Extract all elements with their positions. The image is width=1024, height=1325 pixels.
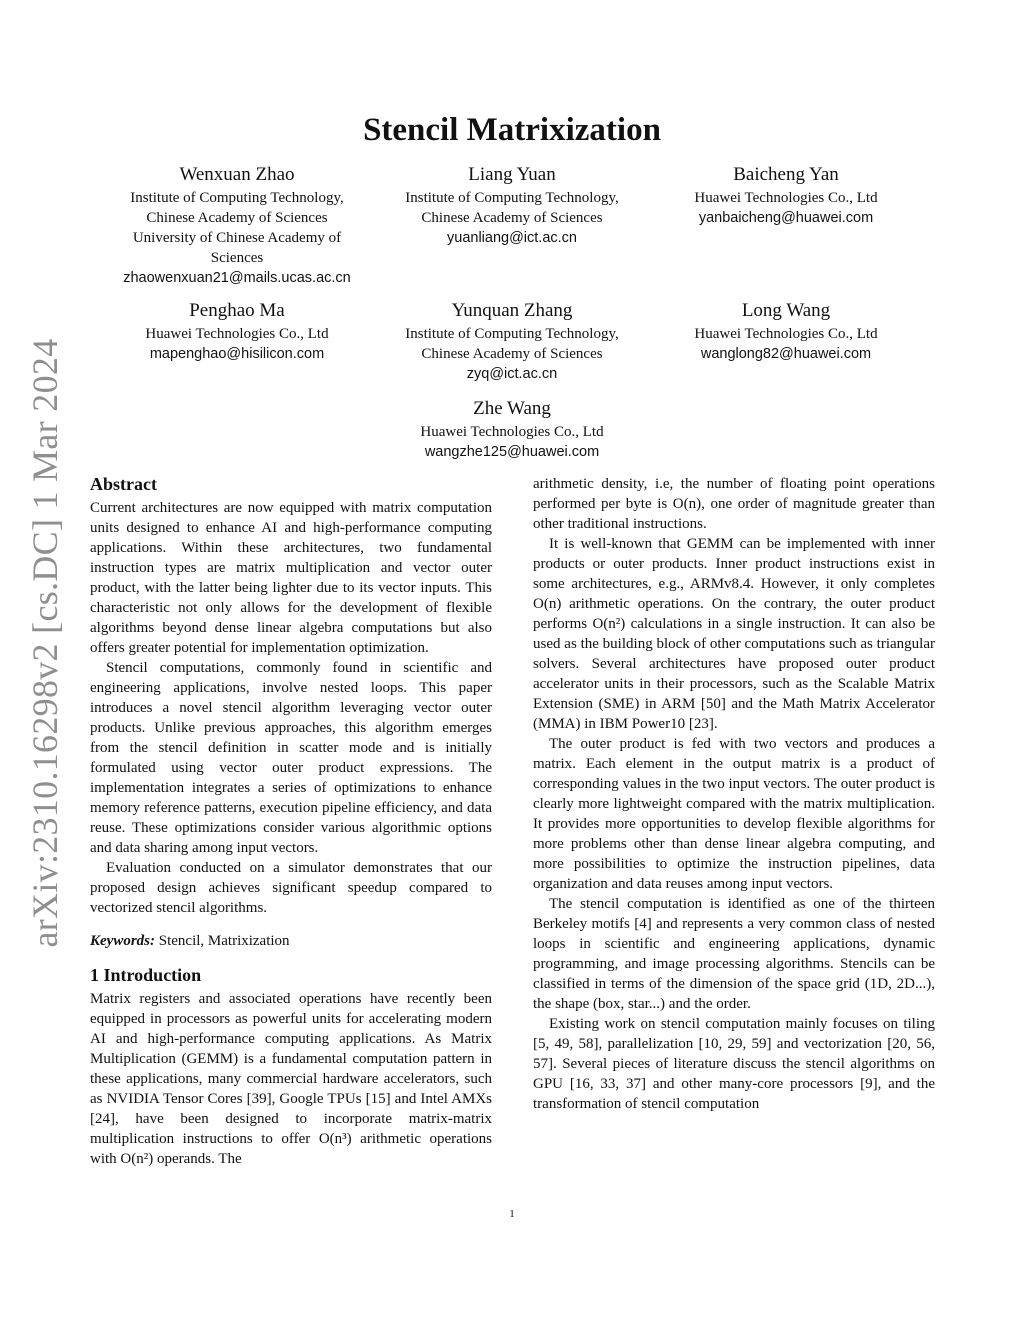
- right-column: [533, 474, 935, 1114]
- author-affiliation: Huawei Technologies Co., Ltd: [145, 326, 329, 342]
- arxiv-identifier: arXiv:2310.16298v2 [cs.DC] 1 Mar 2024: [25, 337, 65, 948]
- author-block: [646, 162, 926, 228]
- author-email: yuanliang@ict.ac.cn: [447, 230, 577, 246]
- body-paragraph: It is well-known that GEMM can be implemented with inner products or outer products. Inner product instructions exist in some architectures, e.g., ARMv8.4. However, it only completes O(n) arithmetic operations. On the contrary, the outer product performs O(n²) calculations in a single instruction. It can also be used as the building block of other computations such as triangular solvers. Several architectures have proposed outer product accelerator units in their processors, such as the Scalable Matrix Extension (SME) in ARM [50] and the Math Matrix Accelerator (MMA) in IBM Power10 [23].: [533, 536, 935, 732]
- author-block: [97, 162, 377, 288]
- page-number: 1: [509, 1208, 515, 1220]
- body-paragraph: The outer product is fed with two vectors and produces a matrix. Each element in the output matrix is a product of corresponding values in the two input vectors. The outer product is clearly more lightweight compared with the matrix multiplication. It provides more opportunities to develop flexible algorithms for more problems other than dense linear algebra computing, and more possibilities to optimize the instruction pipelines, data organization and data reuses among input vectors.: [533, 736, 935, 892]
- author-name: Yunquan Zhang: [451, 300, 573, 321]
- abstract-paragraph: Stencil computations, commonly found in scientific and engineering applications, involve nested loops. This paper introduces a novel stencil algorithm leveraging vector outer products. Unlike previous approaches, this algorithm emerges from the stencil definition in scatter mode and is initially formulated using vector outer product expressions. The implementation integrates a series of optimizations to enhance memory reference patterns, execution pipeline efficiency, and data reuse. These optimizations consider various algorithmic options and data sharing among input vectors.: [90, 660, 492, 856]
- author-name: Baicheng Yan: [733, 164, 839, 185]
- author-affiliation: Chinese Academy of Sciences: [421, 210, 603, 226]
- author-affiliation: Sciences: [210, 250, 264, 266]
- introduction-heading: 1 Introduction: [90, 965, 202, 985]
- keywords-line: [90, 931, 492, 951]
- author-affiliation: Institute of Computing Technology,: [130, 190, 344, 206]
- author-email: wangzhe125@huawei.com: [424, 444, 600, 460]
- body-paragraph: arithmetic density, i.e, the number of floating point operations performed per byte is O(n), one order of magnitude greater than other traditional instructions.: [533, 476, 935, 532]
- abstract-heading: Abstract: [90, 474, 157, 494]
- author-email: wanglong82@huawei.com: [700, 346, 872, 362]
- left-column: [90, 472, 492, 1169]
- author-name: Long Wang: [741, 300, 831, 321]
- author-affiliation: Huawei Technologies Co., Ltd: [420, 424, 604, 440]
- author-name: Zhe Wang: [473, 398, 551, 419]
- keywords-value: Stencil, Matrixization: [158, 933, 290, 949]
- author-affiliation: Chinese Academy of Sciences: [146, 210, 328, 226]
- paper-title: Stencil Matrixization: [363, 112, 661, 148]
- author-name: Liang Yuan: [468, 164, 556, 185]
- author-name: Wenxuan Zhao: [179, 164, 295, 185]
- body-paragraph: Existing work on stencil computation mainly focuses on tiling [5, 49, 58], parallelization [10, 29, 59] and vectorization [20, 56, 57]. Several pieces of literature discuss the stencil algorithms on GPU [16, 33, 37] and other many-core processors [9], and the transformation of stencil computation: [533, 1016, 935, 1112]
- author-block: [372, 298, 652, 384]
- author-affiliation: Huawei Technologies Co., Ltd: [694, 190, 878, 206]
- abstract-paragraph: Current architectures are now equipped with matrix computation units designed to enhance AI and high-performance computing applications. Within these architectures, two fundamental instruction types are matrix multiplication and vector outer product, with the latter being lighter due to its vector inputs. This characteristic not only allows for the development of flexible algorithms beyond dense linear algebra computations but also offers greater potential for implementation optimization.: [90, 500, 492, 656]
- author-affiliation: Huawei Technologies Co., Ltd: [694, 326, 878, 342]
- body-paragraph: The stencil computation is identified as one of the thirteen Berkeley motifs [4] and represents a very common class of nested loops in scientific and engineering applications, dynamic programming, and image processing algorithms. Stencils can be classified in terms of the dimension of the space grid (1D, 2D...), the shape (box, star...) and the order.: [533, 896, 935, 1012]
- author-email: zyq@ict.ac.cn: [466, 366, 558, 382]
- arxiv-side-stamp: [22, 337, 68, 948]
- author-block: [97, 298, 377, 364]
- author-name: Penghao Ma: [189, 300, 285, 321]
- author-affiliation: Institute of Computing Technology,: [405, 190, 619, 206]
- abstract-paragraph: Evaluation conducted on a simulator demonstrates that our proposed design achieves significant speedup compared to vectorized stencil algorithms.: [90, 860, 492, 916]
- author-block: [372, 396, 652, 462]
- author-block: [646, 298, 926, 364]
- author-email: yanbaicheng@huawei.com: [698, 210, 874, 226]
- author-affiliation: University of Chinese Academy of: [132, 230, 342, 246]
- author-block: [372, 162, 652, 248]
- author-affiliation: Institute of Computing Technology,: [405, 326, 619, 342]
- author-affiliation: Chinese Academy of Sciences: [421, 346, 603, 362]
- author-email: zhaowenxuan21@mails.ucas.ac.cn: [123, 270, 351, 286]
- author-email: mapenghao@hisilicon.com: [149, 346, 325, 362]
- intro-paragraph: Matrix registers and associated operations have recently been equipped in processors as powerful units for accelerating modern AI and high-performance computing applications. As Matrix Multiplication (GEMM) is a fundamental computation pattern in these applications, many commercial hardware accelerators, such as NVIDIA Tensor Cores [39], Google TPUs [15] and Intel AMXs [24], have been designed to incorporate matrix-matrix multiplication instructions to offer O(n³) arithmetic operations with O(n²) operands. The: [90, 991, 492, 1167]
- keywords-label: Keywords:: [90, 933, 155, 949]
